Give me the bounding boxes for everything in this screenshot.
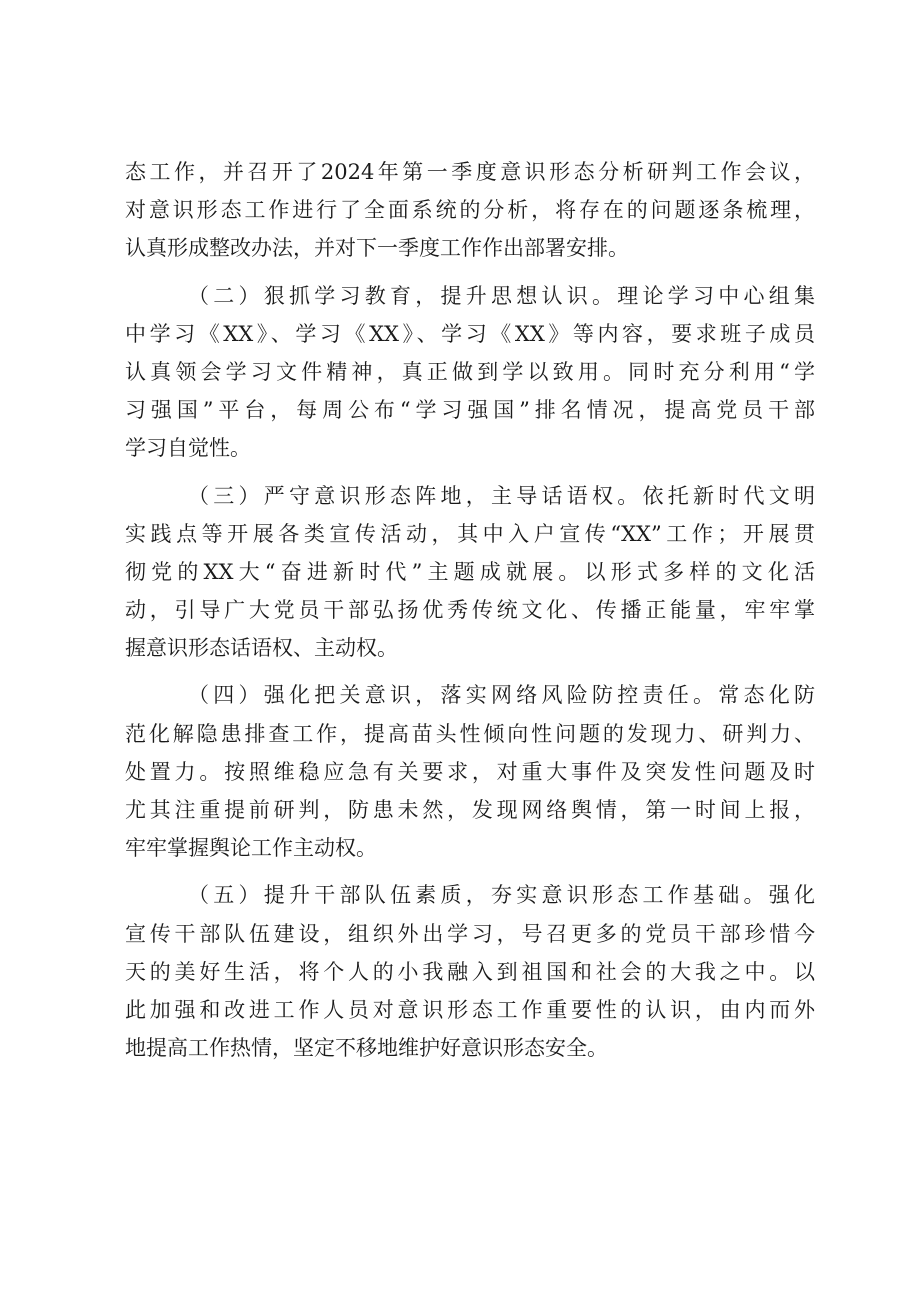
text-line: 习强国”平台，每周公布“学习强国”排名情况，提高党员干部 — [125, 398, 815, 423]
text-line: 认真形成整改办法，并对下一季度工作作出部署安排。 — [125, 236, 629, 261]
text-line: 中学习《XX》、学习《XX》、学习《XX》等内容，要求班子成员 — [125, 321, 815, 346]
text-line: 此加强和改进工作人员对意识形态工作重要性的认识，由内而外 — [125, 997, 815, 1022]
text-line: 彻党的XX大“奋进新时代”主题成就展。以形式多样的文化活 — [125, 559, 815, 584]
text-line: 认真领会学习文件精神，真正做到学以致用。同时充分利用“学 — [125, 359, 815, 384]
text-line: （二）狠抓学习教育，提升思想认识。理论学习中心组集 — [188, 283, 815, 308]
text-line: （三）严守意识形态阵地，主导话语权。依托新时代文明 — [188, 483, 815, 508]
text-line: 宣传干部队伍建设，组织外出学习，号召更多的党员干部珍惜今 — [125, 921, 815, 946]
text-line: 态工作，并召开了2024年第一季度意识形态分析研判工作会议， — [125, 160, 815, 184]
text-line: （四）强化把关意识，落实网络风险防控责任。常态化防 — [188, 683, 815, 708]
text-line: 范化解隐患排查工作，提高苗头性倾向性问题的发现力、研判力、 — [125, 721, 815, 746]
text-line: 处置力。按照维稳应急有关要求，对重大事件及突发性问题及时 — [125, 759, 815, 784]
document-body — [125, 153, 815, 1067]
text-line: 学习自觉性。 — [125, 436, 251, 461]
text-line: 对意识形态工作进行了全面系统的分析，将存在的问题逐条梳理， — [125, 198, 815, 223]
text-line: 天的美好生活，将个人的小我融入到祖国和社会的大我之中。以 — [125, 959, 815, 984]
paragraph-5 — [125, 876, 815, 1067]
text-line: 尤其注重提前研判，防患未然，发现网络舆情，第一时间上报， — [125, 798, 815, 822]
paragraph-2 — [125, 277, 815, 468]
paragraph-gap — [125, 867, 815, 876]
text-line: 握意识形态话语权、主动权。 — [125, 636, 398, 661]
text-line: 动，引导广大党员干部弘扬优秀传统文化、传播正能量，牢牢掌 — [125, 598, 815, 623]
paragraph-4 — [125, 676, 815, 867]
paragraph-3 — [125, 477, 815, 668]
paragraph-1-continuation — [125, 153, 815, 268]
paragraph-gap — [125, 468, 815, 477]
text-line: 牢牢掌握舆论工作主动权。 — [125, 836, 377, 861]
paragraph-gap — [125, 667, 815, 676]
text-line: 实践点等开展各类宣传活动，其中入户宣传“XX”工作；开展贯 — [125, 521, 815, 546]
paragraph-gap — [125, 268, 815, 277]
text-line: （五）提升干部队伍素质，夯实意识形态工作基础。强化 — [188, 883, 815, 908]
text-line: 地提高工作热情，坚定不移地维护好意识形态安全。 — [125, 1036, 608, 1061]
